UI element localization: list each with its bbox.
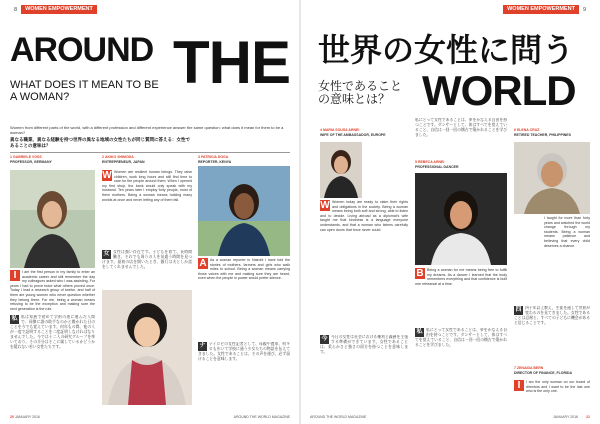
person-header xyxy=(514,128,590,138)
person-role: ENTREPRENEUR, JAPAN xyxy=(102,159,145,164)
portrait-photo-2 xyxy=(102,290,192,405)
right-topbar xyxy=(503,5,590,14)
portrait-photo-4 xyxy=(320,142,362,198)
person-number: 6 xyxy=(514,128,516,132)
body-text: I taught for more than forty years and watched the world change through my students. Being a woman means patience and believing that every child deserves a chance. xyxy=(544,216,590,248)
drop-cap: B xyxy=(416,268,424,279)
left-topbar xyxy=(10,5,97,14)
article-column-en xyxy=(514,380,590,412)
right-page xyxy=(300,0,600,424)
drop-cap: 女 xyxy=(103,251,110,257)
portrait-photo-5 xyxy=(415,173,507,265)
person-role: REPORTER, KENYA xyxy=(198,159,232,164)
person-header xyxy=(415,160,507,170)
subheadline-jp: 女性であること の意味とは？ xyxy=(318,79,403,106)
person-number: 7 xyxy=(514,366,516,370)
article-column-jp xyxy=(415,328,507,410)
person-name: ZENAIDA BERN xyxy=(516,366,544,370)
person-number: 2 xyxy=(102,155,104,159)
article-column-jp xyxy=(102,250,192,288)
drop-cap: I xyxy=(514,380,524,391)
article-column-en xyxy=(544,216,590,306)
divider xyxy=(10,152,290,153)
person-name: REBECA ARNEI xyxy=(417,160,445,164)
body-text: 四十年以上教え、生徒を通して世界が変わるのを見てきました。女性であることは忍耐と、すべての子どもに機会があると信じることです。 xyxy=(514,306,590,325)
drop-cap: 私 xyxy=(11,316,18,322)
person-name: GABRIELE VOSS xyxy=(12,155,42,159)
drop-cap: A xyxy=(199,258,207,269)
drop-cap: 四 xyxy=(515,307,522,313)
left-footer xyxy=(10,415,290,419)
portrait-photo-3 xyxy=(198,166,290,256)
portrait-photo-1 xyxy=(10,170,95,268)
person-number: 1 xyxy=(10,155,12,159)
section-label: WOMEN EMPOWERMENT xyxy=(21,5,97,14)
body-text: 今日の女性は社会における権利と義務を主張する準備ができています。女性であることは、柔らかさと強さの両方を持つことを意味します。 xyxy=(320,335,408,354)
drop-cap: 今 xyxy=(321,336,328,342)
body-text: As a woman reporter in Nairobi I have told the stories of mothers, farmers and girls who walk miles to school. Being a woman means carrying those voices with me and making sure they are heard, even when the people in power would prefer silence. xyxy=(198,258,290,281)
person-role: PROFESSIONAL DANCER xyxy=(415,164,459,169)
body-text: Women are resilient human beings. They raise children, work long hours and still find time to care for the people around them. When I opened my first shop, the bank would only speak with my husband. Ten years later I employ forty people, most of them mothers. Being a woman means holding many worlds at once and never letting any of them fall. xyxy=(102,170,192,202)
person-role: RETIRED TEACHER, PHILIPPINES xyxy=(514,132,571,137)
person-number: 4 xyxy=(320,128,322,132)
body-text: I am the only woman on our board of directors and I want to be the last one who is the only one. xyxy=(526,380,590,394)
drop-cap: I xyxy=(10,270,20,281)
article-column-en xyxy=(415,268,507,324)
body-text: 女性は強い存在です。子どもを育て、長時間働き、それでも周りの人を気遣う時間を見つけます。最初の店を開いたとき、銀行は夫としか話をしてくれませんでした。 xyxy=(102,250,192,269)
person-header xyxy=(320,128,410,138)
drop-cap: ナ xyxy=(199,343,206,349)
headline-around: AROUND xyxy=(10,31,154,69)
issue-date: JANUARY 2016 xyxy=(14,415,40,419)
person-header xyxy=(514,366,590,376)
person-number: 3 xyxy=(198,155,200,159)
article-column-en xyxy=(10,270,95,312)
drop-cap: W xyxy=(320,200,330,211)
headline-the: THE xyxy=(173,29,290,96)
article-column-jp xyxy=(320,335,408,411)
person-header xyxy=(198,155,290,165)
article-column-en xyxy=(198,258,290,340)
body-text: ナイロビの女性記者として、母親や農家、何キロも歩いて学校に通う少女たちの物語を伝えてきました。女性であることは、その声を運び、必ず届けることを意味します。 xyxy=(198,342,290,361)
person-name: PATRICIA DOGA xyxy=(200,155,229,159)
article-column-jp xyxy=(10,315,95,410)
page-number: 21 xyxy=(586,415,590,419)
person-number: 5 xyxy=(415,160,417,164)
person-name: AKIKO SHIMODA xyxy=(104,155,134,159)
person-name: MARIA SOUSA ARNEI xyxy=(322,128,360,132)
headline-world: WORLD xyxy=(422,67,576,114)
body-text: 私にとって女性であることは、夢をかなえる自由を持つことです。ダンサーとして、体はすべてを覚えていること、自信は一回一回の稽古で築かれることを学びました。 xyxy=(415,118,507,137)
article-column-jp xyxy=(514,306,590,364)
page-tag: 9 xyxy=(582,6,586,13)
section-label: WOMEN EMPOWERMENT xyxy=(503,5,579,14)
intro-text-jp: 異なる職業、異なる経験を持つ世界の異なる地域の女性たちが同じ質問に答える：女性であることの意味は？ xyxy=(10,137,190,149)
magazine-name: AROUND THE WORLD MAGAZINE xyxy=(233,415,290,419)
person-name: ELENA CRUZ xyxy=(516,128,540,132)
person-role: WIFE OF THE AMBASSADOR, EUROPE xyxy=(320,132,386,137)
magazine-name: AROUND THE WORLD MAGAZINE xyxy=(310,415,367,419)
person-role: PROFESSOR, GERMANY xyxy=(10,159,52,164)
right-footer xyxy=(310,415,590,419)
body-text: 私は家族で初めて学術の道に進んだ人間で、同僚に誰の助手なのかと聞かれた日のことを今でも覚えています。何年もの間、他の人が一度で証明することを二度証明しなければなりませんでした。今では十二人の研究グループを率いており、その半分はそこに属しているかどうかを疑わない若い女性たちです。 xyxy=(10,315,95,349)
page-number: 20 xyxy=(10,415,14,419)
page-tag: 8 xyxy=(14,6,18,13)
drop-cap: 私 xyxy=(416,329,423,335)
article-column-en xyxy=(102,170,192,248)
person-header xyxy=(10,155,95,165)
drop-cap: W xyxy=(102,170,112,181)
person-header xyxy=(102,155,192,165)
article-column-en xyxy=(320,200,408,332)
body-text: Women today are ready to claim their rights and obligations in the society. Being a woman means being both soft and strong, able to listen and to decide. Living abroad as a diplomat's wife taught me that kindness is a language everyone understands, and that a woman who listens carefully can open doors that force never could. xyxy=(320,200,408,232)
issue-date: JANUARY 2016 xyxy=(553,415,578,419)
body-text: I am the first person in my family to enter an academic career and still remember the day my colleagues asked who I was assisting. For years I had to prove twice what others proved once. Today I lead a research group of twelve, and half of them are young women who never question whether they belong there. For me, being a woman means refusing to be the exception and making sure the next generation is the rule. xyxy=(10,270,95,311)
article-column-jp xyxy=(198,342,290,410)
intro-text-en: Women from different parts of the world, with a different profession and different experience answer the same question: what does it mean for them to be a woman? xyxy=(10,125,284,136)
article-column-jp xyxy=(415,118,507,158)
headline-jp: 世界の女性に問う xyxy=(318,32,575,68)
portrait-photo-6 xyxy=(514,142,590,214)
person-role: DIRECTOR OF FINANCE, FLORIDA xyxy=(514,370,573,375)
body-text: 私にとって女性であることは、夢をかなえる自由を持つことです。ダンサーとして、体はすべてを覚えていること、自信は一回一回の稽古で築かれることを学びました。 xyxy=(415,328,507,347)
body-text: Being a woman for me means being free to fulfill my dreams. As a dancer I learned that the body remembers everything and that confidence is built one rehearsal at a time. xyxy=(415,268,507,286)
subheadline: WHAT DOES IT MEAN TO BE A WOMAN? xyxy=(10,79,159,103)
